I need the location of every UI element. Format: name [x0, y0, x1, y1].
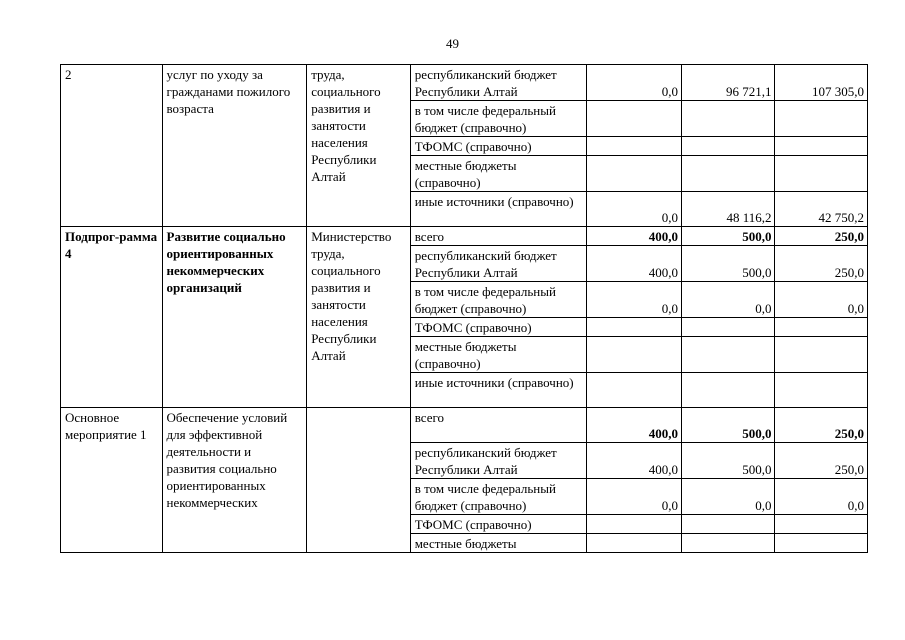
table-row: [61, 408, 868, 443]
value-cell-year-3: [775, 373, 868, 408]
funding-source-cell: местные бюджеты: [410, 534, 586, 553]
value-cell-year-2: 500,0: [682, 443, 775, 479]
value-cell-year-1: 0,0: [586, 282, 681, 318]
value-cell-year-3: 42 750,2: [775, 192, 868, 227]
value-cell-year-1: [586, 101, 681, 137]
executor-cell: Министерство труда, социального развития и занятости населения Республики Алтай: [307, 227, 411, 408]
value-cell-year-2: [682, 534, 775, 553]
value-cell-year-3: [775, 101, 868, 137]
value-cell-year-1: 400,0: [586, 227, 681, 246]
value-cell-year-3: [775, 318, 868, 337]
table-row: [61, 65, 868, 101]
value-cell-year-2: [682, 373, 775, 408]
value-cell-year-2: [682, 156, 775, 192]
executor-cell: [307, 408, 411, 553]
value-cell-year-1: [586, 373, 681, 408]
value-cell-year-1: 0,0: [586, 192, 681, 227]
value-cell-year-1: [586, 337, 681, 373]
funding-source-cell: ТФОМС (справочно): [410, 318, 586, 337]
program-title-cell: Развитие социально ориентированных некоммерческих организаций: [162, 227, 307, 408]
value-cell-year-2: [682, 318, 775, 337]
value-cell-year-3: 250,0: [775, 227, 868, 246]
program-code-cell: 2: [61, 65, 163, 227]
value-cell-year-3: 0,0: [775, 479, 868, 515]
funding-source-cell: иные источники (справочно): [410, 192, 586, 227]
funding-source-cell: местные бюджеты (справочно): [410, 337, 586, 373]
funding-source-cell: республиканский бюджет Республики Алтай: [410, 65, 586, 101]
value-cell-year-3: [775, 137, 868, 156]
value-cell-year-3: 250,0: [775, 408, 868, 443]
value-cell-year-2: 500,0: [682, 408, 775, 443]
value-cell-year-1: [586, 515, 681, 534]
value-cell-year-3: 250,0: [775, 443, 868, 479]
funding-source-cell: республиканский бюджет Республики Алтай: [410, 443, 586, 479]
value-cell-year-3: [775, 534, 868, 553]
funding-source-cell: иные источники (справочно): [410, 373, 586, 408]
value-cell-year-2: 500,0: [682, 246, 775, 282]
value-cell-year-2: 500,0: [682, 227, 775, 246]
value-cell-year-2: 0,0: [682, 282, 775, 318]
funding-source-cell: всего: [410, 408, 586, 443]
value-cell-year-2: [682, 137, 775, 156]
value-cell-year-2: [682, 337, 775, 373]
value-cell-year-3: [775, 156, 868, 192]
value-cell-year-1: 0,0: [586, 479, 681, 515]
value-cell-year-2: [682, 515, 775, 534]
value-cell-year-1: 400,0: [586, 443, 681, 479]
value-cell-year-1: [586, 318, 681, 337]
funding-source-cell: республиканский бюджет Республики Алтай: [410, 246, 586, 282]
funding-source-cell: в том числе федеральный бюджет (справочно): [410, 101, 586, 137]
value-cell-year-1: 400,0: [586, 246, 681, 282]
program-code-cell: Основное мероприятие 1: [61, 408, 163, 553]
funding-source-cell: местные бюджеты (справочно): [410, 156, 586, 192]
value-cell-year-3: 107 305,0: [775, 65, 868, 101]
value-cell-year-1: 400,0: [586, 408, 681, 443]
value-cell-year-1: [586, 156, 681, 192]
value-cell-year-2: 96 721,1: [682, 65, 775, 101]
value-cell-year-3: [775, 337, 868, 373]
value-cell-year-2: 48 116,2: [682, 192, 775, 227]
funding-source-cell: в том числе федеральный бюджет (справочно): [410, 479, 586, 515]
table-row: [61, 227, 868, 246]
budget-table-body: [61, 65, 868, 553]
value-cell-year-2: 0,0: [682, 479, 775, 515]
program-code-cell: Подпрог-рамма 4: [61, 227, 163, 408]
funding-source-cell: ТФОМС (справочно): [410, 137, 586, 156]
funding-source-cell: ТФОМС (справочно): [410, 515, 586, 534]
funding-source-cell: всего: [410, 227, 586, 246]
value-cell-year-1: [586, 534, 681, 553]
value-cell-year-3: [775, 515, 868, 534]
value-cell-year-2: [682, 101, 775, 137]
value-cell-year-3: 250,0: [775, 246, 868, 282]
program-title-cell: Обеспечение условий для эффективной деятельности и развития социально ориентированных некоммерческих: [162, 408, 307, 553]
program-title-cell: услуг по уходу за гражданами пожилого возраста: [162, 65, 307, 227]
value-cell-year-3: 0,0: [775, 282, 868, 318]
value-cell-year-1: 0,0: [586, 65, 681, 101]
budget-table: [60, 64, 868, 553]
page-number: 49: [446, 36, 459, 51]
funding-source-cell: в том числе федеральный бюджет (справочно): [410, 282, 586, 318]
executor-cell: труда, социального развития и занятости населения Республики Алтай: [307, 65, 411, 227]
value-cell-year-1: [586, 137, 681, 156]
